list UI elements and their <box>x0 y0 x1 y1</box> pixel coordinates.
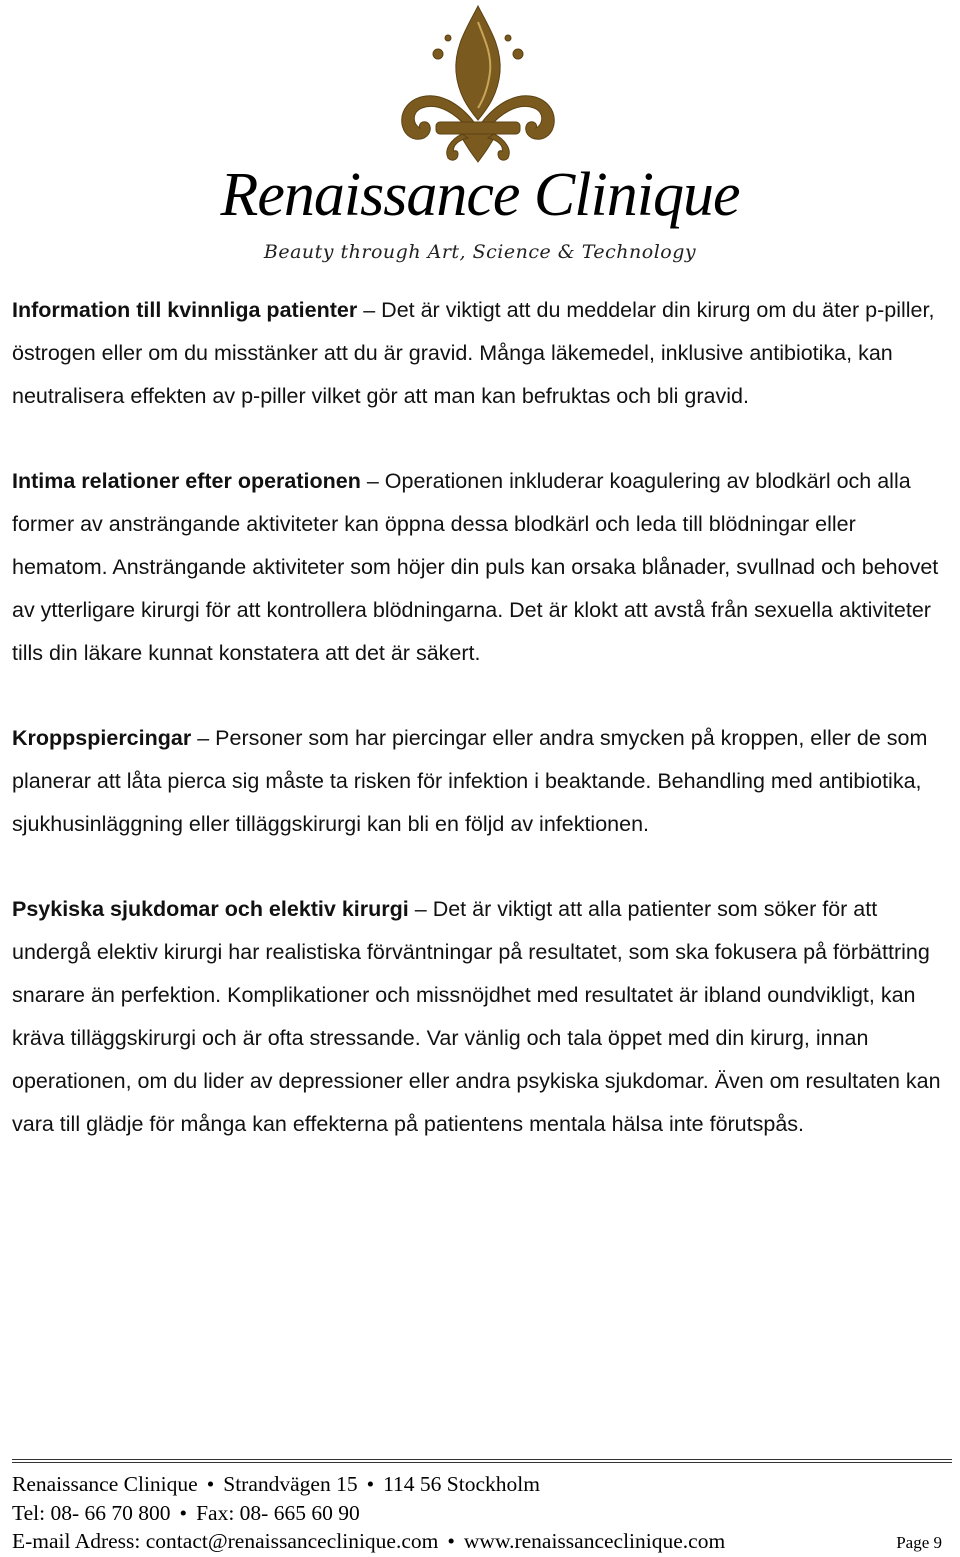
bullet-separator: • <box>447 1529 455 1553</box>
footer-city: 114 56 Stockholm <box>383 1472 540 1496</box>
heading-dash: – <box>197 726 210 750</box>
heading-dash: – <box>363 298 376 322</box>
section-heading: Information till kvinnliga patienter <box>12 298 358 322</box>
section-heading: Kroppspiercingar <box>12 726 192 750</box>
section-body: Det är viktigt att du meddelar din kirurg om du äter p-piller, östrogen eller om du misstänker att du är gravid. Många läkemedel, inklusive antibiotika, kan neutralisera effekten av p-piller vilket gör att man kan befruktas och bli gravid. <box>12 298 935 408</box>
page-header <box>0 0 960 280</box>
footer-tel: Tel: 08- 66 70 800 <box>12 1500 171 1525</box>
heading-dash: – <box>414 897 427 921</box>
brand-name: Renaissance Clinique <box>220 161 740 229</box>
footer-fax: Fax: 08- 665 60 90 <box>196 1500 360 1525</box>
section-paragraph <box>12 888 947 1146</box>
bullet-separator: • <box>206 1472 215 1496</box>
section-body: Det är viktigt att alla patienter som söker för att undergå elektiv kirurgi har realistiska förväntningar på resultatet, som ska fokusera på förbättring snarare än perfektion. Komplikationer och missnöjdhet med resultatet är ibland oundvikligt, kan kräva tilläggskirurgi och är ofta stressande. Var vänlig och tala öppet med din kirurg, innan operationen, om du lider av depressioner eller andra psykiska sjukdomar. Även om resultaten kan vara till glädje för många kan effekterna på patientens mentala hälsa inte förutspås. <box>12 897 941 1136</box>
fleur-de-lis-icon <box>388 4 568 166</box>
page-footer <box>12 1470 952 1556</box>
section-paragraph <box>12 460 947 675</box>
section-paragraph <box>12 717 947 846</box>
document-body <box>12 289 947 1188</box>
footer-phone-line <box>12 1499 952 1528</box>
section-body: Operationen inkluderar koagulering av blodkärl och alla former av ansträngande aktiviteter kan öppna dessa blodkärl och leda till blödningar eller hematom. Ansträngande aktiviteter som höjer din puls kan orsaka blånader, svullnad och behovet av ytterligare kirurgi för att kontrollera blödningarna. Det är klokt att avstå från sexuella aktiviteter tills din läkare kunnat konstatera att det är säkert. <box>12 469 939 665</box>
section-heading: Intima relationer efter operationen <box>12 469 361 493</box>
footer-email-link[interactable]: E-mail Adress: contact@renaissanceclinique.com <box>12 1529 439 1553</box>
footer-address-line <box>12 1470 952 1499</box>
section-heading: Psykiska sjukdomar och elektiv kirurgi <box>12 897 409 921</box>
footer-contact-line <box>12 1527 952 1556</box>
section-body: Personer som har piercingar eller andra smycken på kroppen, eller de som planerar att låta pierca sig måste ta risken för infektion i beaktande. Behandling med antibiotika, sjukhusinläggning eller tilläggskirurgi kan bli en följd av infektionen. <box>12 726 928 836</box>
bullet-separator: • <box>179 1500 188 1525</box>
brand-tagline: Beauty through Art, Science & Technology <box>263 241 697 263</box>
footer-company: Renaissance Clinique <box>12 1472 198 1496</box>
footer-website-link[interactable]: www.renaissanceclinique.com <box>463 1529 726 1553</box>
footer-divider <box>12 1459 952 1463</box>
bullet-separator: • <box>366 1472 375 1496</box>
heading-dash: – <box>366 469 379 493</box>
section-paragraph <box>12 289 947 418</box>
footer-street: Strandvägen 15 <box>223 1472 358 1496</box>
page-number: Page 9 <box>896 1533 942 1552</box>
